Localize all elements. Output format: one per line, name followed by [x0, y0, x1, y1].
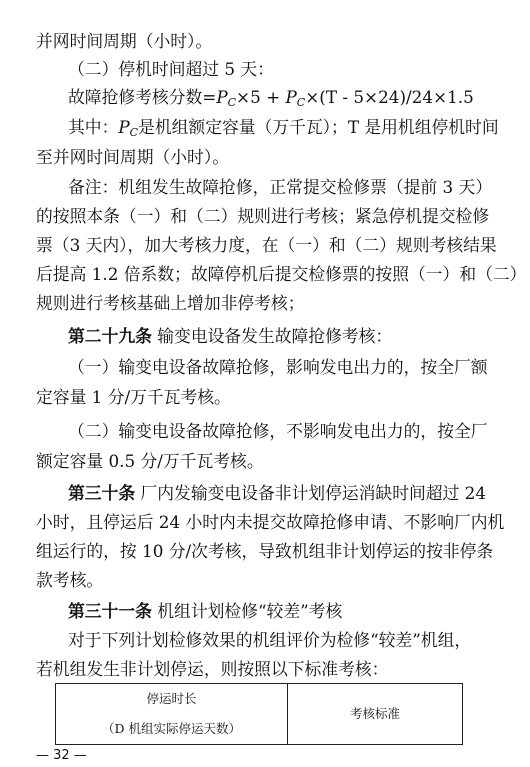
note-subscript: C	[129, 126, 139, 139]
text-line: 至并网时间周期（小时）。	[36, 147, 229, 167]
formula-subscript: C	[296, 96, 306, 109]
text-line: 票（3 天内），加大考核力度，在（一）和（二）规则考核结果	[36, 235, 497, 255]
formula-symbol: P	[216, 87, 228, 107]
formula-term: ×(T - 5×24)/24×1.5	[305, 87, 474, 107]
article-heading	[68, 482, 486, 504]
text-line: （二）停机时间超过 5 天：	[68, 59, 274, 79]
text-line: 对于下列计划检修效果的机组评价为检修“较差”机组，	[68, 630, 472, 650]
text-line: 额定容量 0.5 分/万千瓦考核。	[36, 451, 264, 471]
assessment-table	[55, 683, 463, 745]
formula-label: 故障抢修考核分数=	[68, 87, 217, 107]
text-line: 备注：机组发生故障抢修，正常提交检修票（提前 3 天）	[68, 177, 493, 197]
note-text: 是机组额定容量（万千瓦）；T 是用机组停机时间	[138, 117, 499, 137]
text-line: 若机组发生非计划停运，则按照以下标准考核：	[36, 659, 389, 679]
article-heading	[68, 600, 342, 622]
text-line: 规则进行考核基础上增加非停考核；	[36, 293, 305, 313]
text-line: 款考核。	[36, 570, 104, 590]
table-header-duration-note: （D 机组实际停运天数）	[101, 721, 241, 736]
text-line: 后提高 1.2 倍系数；故障停机后提交检修票的按照（一）和（二）	[36, 264, 527, 284]
article-number: 第三十一条	[68, 601, 152, 621]
article-heading	[68, 325, 392, 347]
note-line	[68, 116, 499, 138]
text-line: （一）输变电设备故障抢修，影响发电出力的，按全厂额	[68, 357, 488, 377]
table-header-duration	[56, 684, 288, 745]
text-line: 组运行的，按 10 分/次考核，导致机组非计划停运的按非停条	[36, 541, 494, 561]
formula-line	[68, 86, 474, 108]
table-header-standard: 考核标准	[287, 684, 462, 745]
formula-symbol: P	[285, 87, 297, 107]
text-line: （二）输变电设备故障抢修，不影响发电出力的，按全厂	[68, 421, 488, 441]
table-header-duration-label: 停运时长	[146, 691, 197, 706]
text-line: 的按照本条（一）和（二）规则进行考核；紧急停机提交检修	[36, 206, 490, 226]
article-number: 第三十条	[68, 483, 136, 503]
note-symbol: P	[118, 117, 130, 137]
article-text: 厂内发输变电设备非计划停运消缺时间超过 24	[140, 483, 487, 503]
formula-subscript: C	[227, 96, 237, 109]
text-line: 并网时间周期（小时）。	[36, 31, 213, 51]
page-number: — 32 —	[36, 748, 87, 763]
text-line: 定容量 1 分/万千瓦考核。	[36, 387, 231, 407]
article-title: 输变电设备发生故障抢修考核：	[157, 326, 393, 346]
text-line: 小时，且停运后 24 小时内未提交故障抢修申请、不影响厂内机	[36, 512, 505, 532]
article-number: 第二十九条	[68, 326, 152, 346]
formula-term: ×5 +	[236, 87, 286, 107]
article-title: 机组计划检修“较差”考核	[157, 601, 343, 621]
note-label: 其中：	[68, 117, 119, 137]
